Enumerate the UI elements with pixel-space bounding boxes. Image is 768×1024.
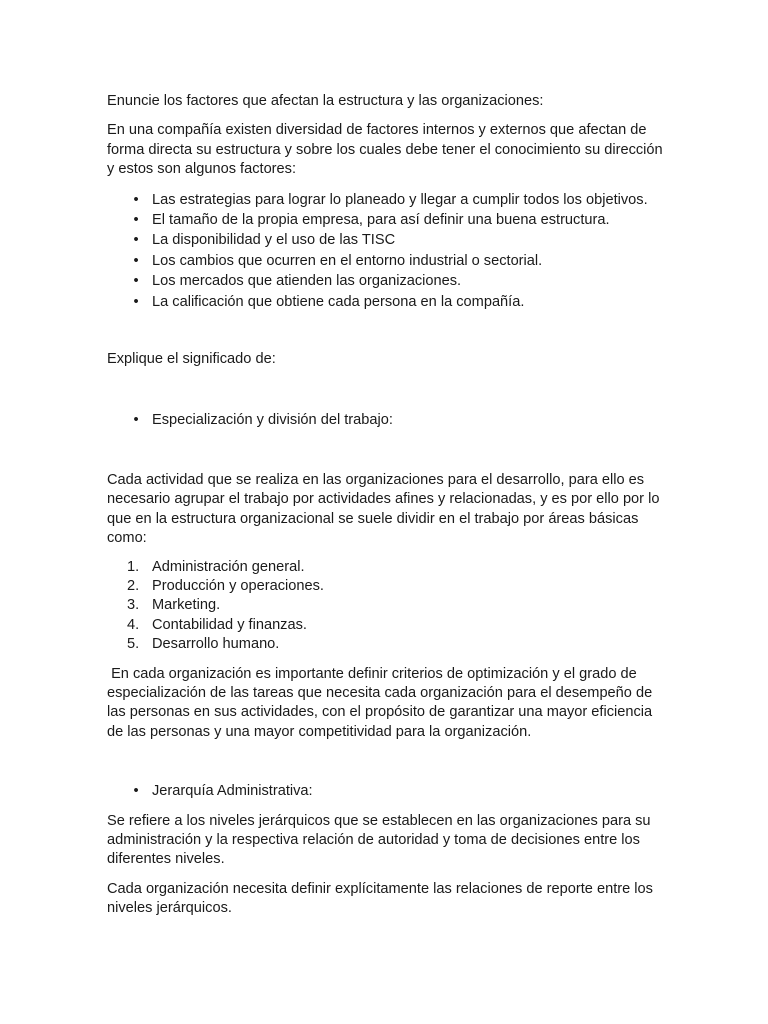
list-item-text: Los mercados que atienden las organizaciones.	[152, 273, 462, 290]
list-item-text: Desarrollo humano.	[152, 636, 280, 653]
list-item	[107, 577, 667, 596]
list-item	[107, 272, 667, 291]
list-item-text: La disponibilidad y el uso de las TISC	[152, 232, 396, 249]
list-item-text: Marketing.	[152, 597, 221, 614]
factors-heading: Enuncie los factores que afectan la estructura y las organizaciones:	[107, 93, 544, 109]
list-item	[107, 191, 667, 210]
list-number: 4.	[127, 616, 140, 633]
list-item-text: El tamaño de la propia empresa, para así definir una buena estructura.	[152, 212, 610, 229]
list-item	[107, 231, 667, 250]
list-item	[107, 635, 667, 654]
list-item-text: Producción y operaciones.	[152, 577, 324, 594]
document-page	[107, 92, 667, 919]
list-item-text: Las estrategias para lograr lo planeado y llegar a cumplir todos los objetivos.	[152, 191, 648, 208]
list-item	[107, 782, 667, 801]
bullet-icon: •	[133, 252, 139, 269]
list-number: 1.	[127, 558, 140, 575]
list-item	[107, 211, 667, 230]
list-item	[107, 558, 667, 577]
bullet-icon: •	[133, 212, 139, 229]
specialization-paragraph: Cada actividad que se realiza en las organizaciones para el desarrollo, para ello es necesario agrupar el trabajo por actividades afines y relacionadas, y es por ello por lo que en la estructura organizacional se suele dividir en el trabajo por áreas básicas como:	[107, 471, 664, 547]
list-item	[107, 252, 667, 271]
list-item-text: Los cambios que ocurren en el entorno industrial o sectorial.	[152, 252, 543, 269]
hierarchy-paragraph-1: Se refiere a los niveles jerárquicos que se establecen en las organizaciones para su administración y la respectiva relación de autoridad y toma de decisiones entre los diferentes niveles.	[107, 812, 655, 868]
list-item	[107, 616, 667, 635]
list-number: 3.	[127, 597, 140, 614]
hierarchy-paragraph-2: Cada organización necesita definir explícitamente las relaciones de reporte entre los niveles jerárquicos.	[107, 880, 658, 917]
list-item	[107, 411, 667, 430]
specialization-topic-list	[107, 411, 667, 430]
factors-list	[107, 191, 667, 312]
list-item	[107, 596, 667, 615]
topic-specialization: Especialización y división del trabajo:	[152, 412, 393, 429]
bullet-icon: •	[133, 232, 139, 249]
list-number: 5.	[127, 636, 140, 653]
explain-heading: Explique el significado de:	[107, 351, 276, 368]
bullet-icon: •	[133, 273, 139, 290]
list-item	[107, 293, 667, 312]
areas-list	[107, 558, 667, 655]
list-item-text: Administración general.	[152, 558, 305, 575]
bullet-icon: •	[133, 783, 139, 800]
bullet-icon: •	[133, 412, 139, 429]
list-item-text: Contabilidad y finanzas.	[152, 616, 307, 633]
list-number: 2.	[127, 577, 140, 594]
topic-hierarchy: Jerarquía Administrativa:	[152, 783, 313, 800]
list-item-text: La calificación que obtiene cada persona en la compañía.	[152, 293, 525, 310]
hierarchy-topic-list	[107, 782, 667, 801]
bullet-icon: •	[133, 191, 139, 208]
specialization-conclusion: En cada organización es importante definir criterios de optimización y el grado de especialización de las tareas que necesita cada organización para el desempeño de las personas en sus actividades, con el propósito de garantizar una mayor eficiencia de las personas y una mayor competitividad para la organización.	[107, 665, 657, 740]
bullet-icon: •	[133, 293, 139, 310]
factors-intro: En una compañía existen diversidad de factores internos y externos que afectan de forma directa su estructura y sobre los cuales debe tener el conocimiento su dirección y estos son algunos factores:	[107, 122, 667, 178]
